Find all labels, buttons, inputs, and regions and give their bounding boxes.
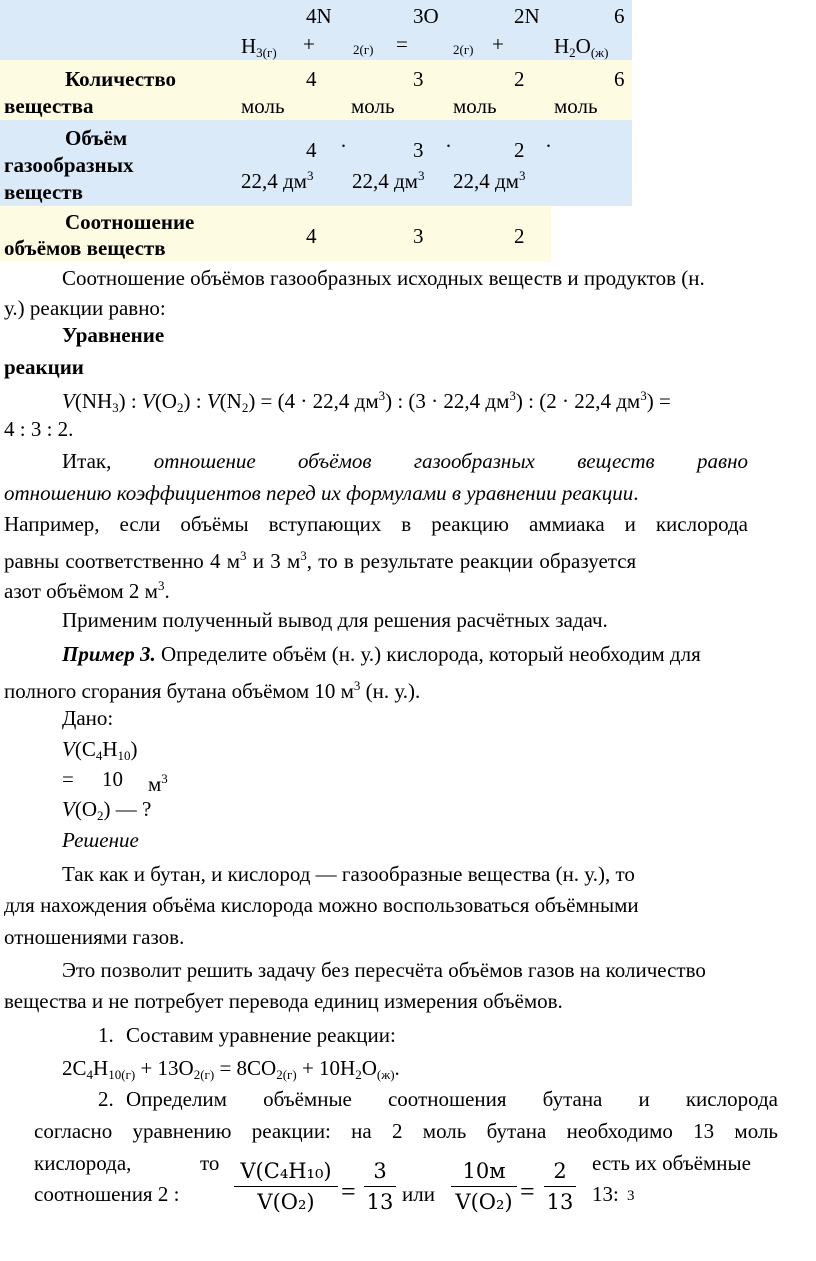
- amount-v3: 2: [514, 67, 525, 91]
- amount-v1: 4: [306, 67, 317, 91]
- volume-v2: 3: [413, 138, 424, 162]
- ratio-label-1: Соотношение: [65, 210, 195, 234]
- p6-line2: вещества и не потребует перевода единиц измерения объёмов.: [4, 989, 563, 1013]
- step1-number: 1.: [98, 1023, 114, 1047]
- itak-line2: отношению коэффициентов перед их формулами в уравнении реакции.: [4, 481, 639, 505]
- amount-label-2: вещества: [4, 94, 94, 118]
- equation-heading-1: Уравнение: [62, 323, 165, 347]
- given-eq: =: [62, 767, 74, 791]
- hdr-c2-eq: =: [396, 32, 408, 56]
- volume-label-1: Объём: [65, 126, 128, 150]
- given-unit: $м^3$: [148, 771, 168, 796]
- p3-line3: азот объёмом 2 $м^3$.: [4, 578, 170, 603]
- amount-u1: моль: [241, 94, 285, 118]
- reshenie-label: Решение: [62, 828, 139, 852]
- amount-label-1: Количество: [65, 67, 177, 91]
- step2-line3a: кислорода,: [34, 1151, 132, 1175]
- step2-line4a: соотношения 2 :: [34, 1182, 180, 1206]
- step2-line2: согласно уравнению реакции: на 2 моль бутана необходимо 13 моль: [34, 1119, 778, 1143]
- p1-line1: Соотношение объёмов газообразных исходных веществ и продуктов (н.: [62, 266, 705, 290]
- volume-unit3: 22,4 $дм^3$: [453, 168, 526, 193]
- find-oxygen-volume: $V(O_2)$ — ?: [62, 797, 152, 823]
- fraction-3-over-13: 3 13: [364, 1158, 396, 1215]
- or-word: или: [402, 1182, 435, 1206]
- fraction-butane-over-oxygen: V(C₄H₁₀) V(O₂): [234, 1158, 338, 1215]
- amount-u4: моль: [554, 94, 598, 118]
- volume-v3: 2: [514, 138, 525, 162]
- volume-label-2: газообразных: [4, 153, 134, 177]
- step2-line1: Определим объёмные соотношения бутана и кислорода: [126, 1087, 778, 1111]
- eq-sign-2: =: [520, 1177, 535, 1206]
- equation-result: 4 : 3 : 2.: [4, 417, 74, 441]
- hdr-c2-sub: 2(г): [353, 42, 374, 57]
- step2-line4b: 13:: [592, 1182, 619, 1206]
- p5-line2: для нахождения объёма кислорода можно воспользоваться объёмными: [4, 893, 639, 917]
- ratio-v1: 4: [306, 224, 317, 248]
- hdr-c4-top: 6: [614, 4, 625, 28]
- given-value: 10: [102, 767, 123, 791]
- p1-line2: у.) реакции равно:: [4, 296, 166, 320]
- equation-heading-2: реакции: [4, 355, 84, 379]
- p6-line1: Это позволит решить задачу без пересчёта объёмов газов на количество: [62, 958, 706, 982]
- hdr-c1-plus: +: [303, 32, 315, 56]
- p3-line1: Например, если объёмы вступающих в реакцию аммиака и кислорода: [4, 512, 748, 536]
- butane-combustion-equation: $2C_4H_{10(г)} + 13O_{2(г)} = 8CO_{2(г)} + 10H_2O_{(ж)}$.: [62, 1056, 400, 1082]
- volume-dot2: ·: [445, 134, 452, 158]
- volume-unit2: 22,4 $дм^3$: [352, 168, 425, 193]
- p5-line3: отношениями газов.: [4, 925, 185, 949]
- ratio-v3: 2: [514, 224, 525, 248]
- step2-line3c: есть их объёмные: [592, 1151, 751, 1175]
- example-line2: полного сгорания бутана объёмом 10 $м^3$ (н. у.).: [4, 678, 421, 703]
- fraction-10m-over-oxygen: 10м V(O₂): [451, 1158, 517, 1215]
- hdr-c4-formula: $H_2O_{(ж)}$: [554, 34, 609, 60]
- volume-unit1: 22,4 $дм^3$: [241, 168, 314, 193]
- hdr-c1-formula: $H_{3(г)}$: [241, 34, 277, 60]
- eq-sign-1: =: [341, 1177, 356, 1206]
- step2-number: 2.: [98, 1087, 114, 1111]
- volume-dot1: ·: [340, 134, 347, 158]
- ratio-label-2: объёмов веществ: [4, 236, 166, 260]
- example-line1: Пример 3. Определите объём (н. у.) кислорода, который необходим для: [62, 642, 701, 666]
- fraction-2-over-13: 2 13: [544, 1158, 576, 1215]
- given-butane-volume: $V(C_4H_{10})$: [62, 737, 138, 763]
- hdr-c3-sub: 2(г): [453, 42, 474, 57]
- volume-v1: 4: [306, 138, 317, 162]
- ratio-v2: 3: [413, 224, 424, 248]
- p3-line2: равны соответственно 4 $м^3$ и 3 $м^3$, то в результате реакции образуется: [4, 548, 637, 573]
- step1-text: Составим уравнение реакции:: [126, 1023, 396, 1047]
- amount-u3: моль: [453, 94, 497, 118]
- step2-line4c: 3: [627, 1188, 635, 1204]
- step2-line3b: то: [200, 1151, 220, 1175]
- amount-v2: 3: [413, 67, 424, 91]
- p5-line1: Так как и бутан, и кислород — газообразные вещества (н. у.), то: [62, 862, 635, 886]
- hdr-c3-plus: +: [492, 32, 504, 56]
- volume-ratio-equation: $V(NH_3)$ : $V(O_2)$ : $V(N_2) = (4 \cdot 22,4$ $дм^3$) : (3 · 22,4 $дм^3$) : (2 · 22,4 $дм^3$) =: [62, 388, 671, 415]
- itak-line1: Итак, отношение объёмов газообразных веществ равно: [62, 449, 749, 473]
- hdr-c2-top: 3O: [413, 4, 439, 28]
- hdr-c1-top: 4N: [306, 4, 332, 28]
- volume-dot3: ·: [545, 134, 552, 158]
- amount-v4: 6: [614, 67, 625, 91]
- p4: Применим полученный вывод для решения расчётных задач.: [62, 608, 608, 632]
- amount-u2: моль: [351, 94, 395, 118]
- hdr-c3-top: 2N: [514, 4, 540, 28]
- dano-label: Дано:: [62, 706, 114, 730]
- volume-label-3: веществ: [4, 180, 83, 204]
